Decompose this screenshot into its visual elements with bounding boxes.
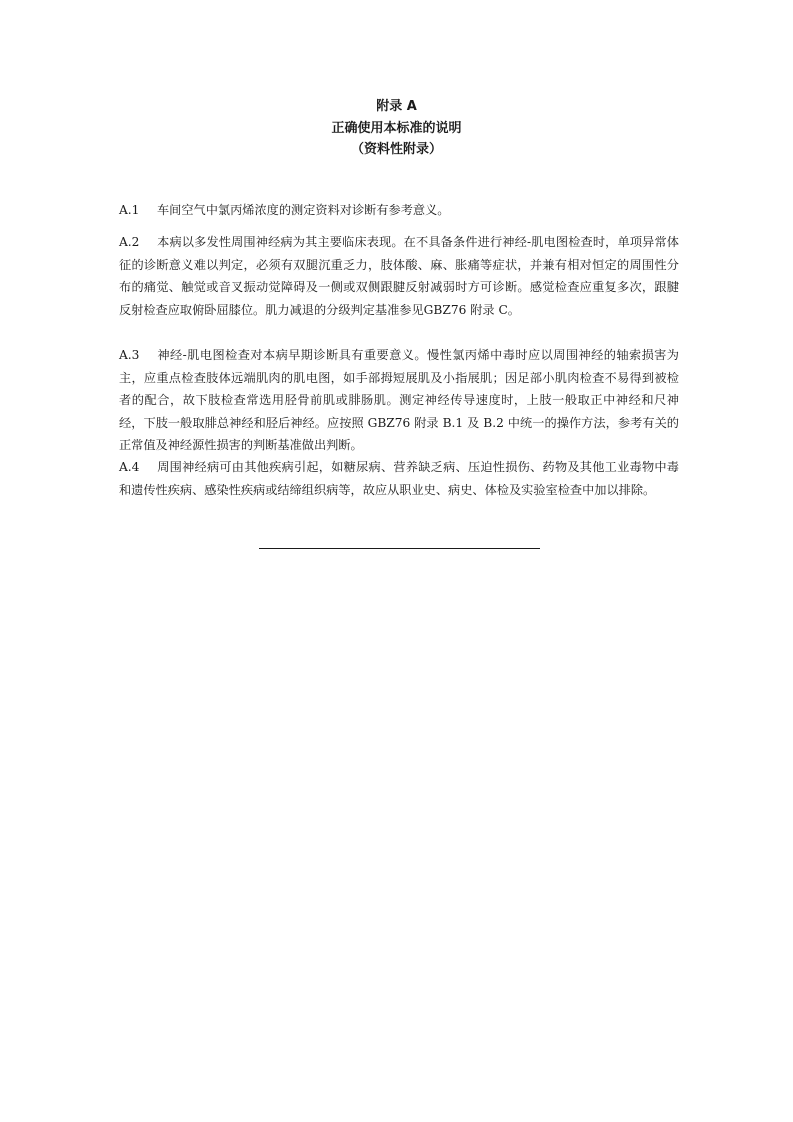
- clause-number: A.3: [119, 348, 140, 362]
- clause-number: A.4: [119, 460, 140, 474]
- appendix-title: 正确使用本标准的说明: [331, 121, 462, 136]
- clause-a4: [119, 456, 679, 501]
- appendix-note: （资料性附录）: [350, 142, 442, 157]
- clause-text: 周围神经病可由其他疾病引起，如糖尿病、营养缺乏病、压迫性损伤、药物及其他工业毒物中毒和遗传性疾病、感染性疾病或结缔组织病等，故应从职业史、病史、体检及实验室检查中加以排除。: [119, 460, 679, 497]
- clause-text: 车间空气中氯丙烯浓度的测定资料对诊断有参考意义。: [157, 203, 450, 217]
- clause-number: A.2: [119, 235, 140, 249]
- clause-text: 神经-肌电图检查对本病早期诊断具有重要意义。慢性氯丙烯中毒时应以周围神经的轴索损害为主，应重点检查肢体远端肌肉的肌电图，如手部拇短展肌及小指展肌；因足部小肌肉检查不易得到被检者的配合，故下肢检查常选用胫骨前肌或腓肠肌。测定神经传导速度时，上肢一般取正中神经和尺神经，下肢一般取腓总神经和胫后神经。应按照 GBZ76 附录 B.1 及 B.2 中统一的操作方法，参考有关的正常值及神经源性损害的判断基准做出判断。: [119, 348, 679, 453]
- clause-a1: [119, 199, 679, 222]
- clause-text: 本病以多发性周围神经病为其主要临床表现。在不具备条件进行神经-肌电图检查时，单项异常体征的诊断意义难以判定，必须有双腿沉重乏力，肢体酸、麻、胀痛等症状，并兼有相对恒定的周围性分布的痛觉、触觉或音叉振动觉障碍及一侧或双侧跟腱反射减弱时方可诊断。感觉检查应重复多次，跟腱反射检查应取俯卧屈膝位。肌力减退的分级判定基准参见GBZ76 附录 C。: [119, 235, 679, 317]
- clause-a3: [119, 344, 679, 457]
- end-divider: [259, 548, 540, 549]
- appendix-label: 附录 A: [376, 99, 417, 114]
- clause-a2: [119, 231, 679, 321]
- clause-number: A.1: [119, 203, 140, 217]
